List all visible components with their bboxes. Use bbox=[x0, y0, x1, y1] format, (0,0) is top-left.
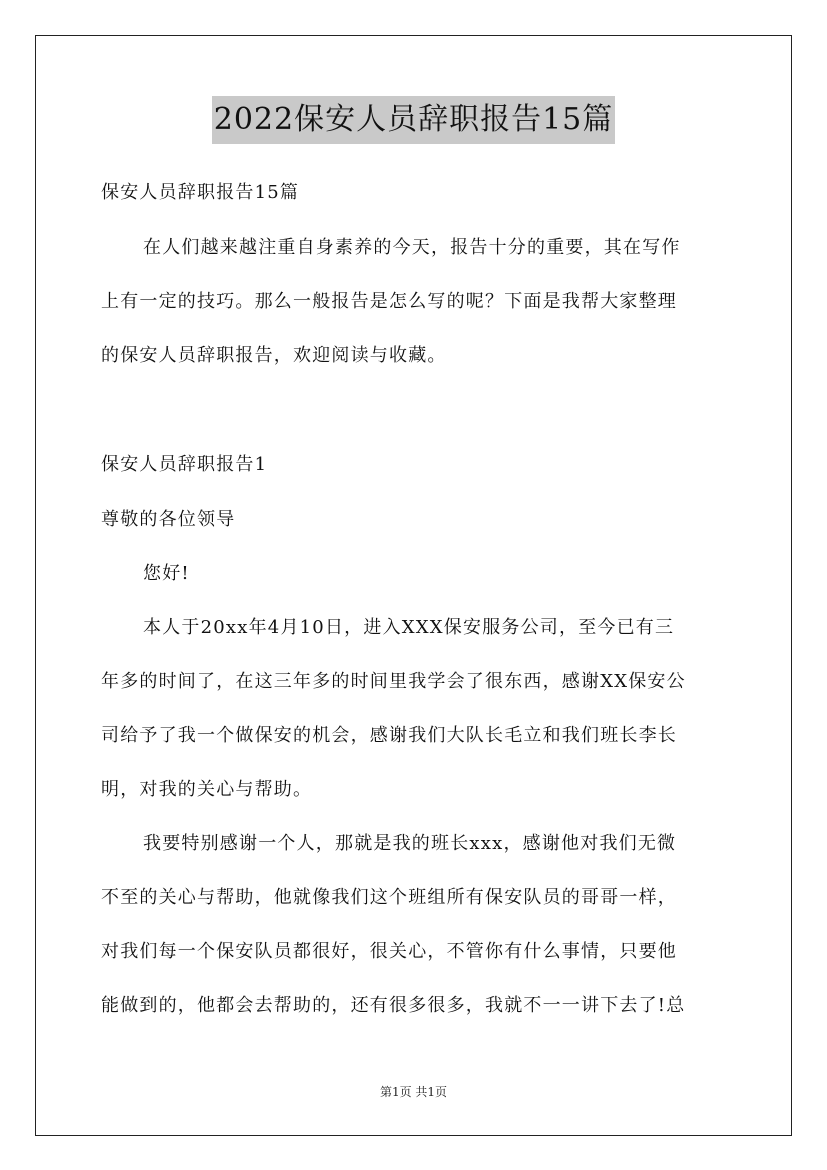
section-heading: 保安人员辞职报告1 bbox=[101, 454, 268, 475]
page-footer: 第1页 共1页 bbox=[379, 1085, 448, 1099]
document-title: 2022保安人员辞职报告15篇 bbox=[212, 96, 616, 144]
title-container bbox=[0, 96, 827, 144]
body-line: 能做到的，他都会去帮助的，还有很多很多，我就不一一讲下去了!总 bbox=[101, 995, 686, 1016]
body-line: 上有一定的技巧。那么一般报告是怎么写的呢？下面是我帮大家整理 bbox=[101, 291, 677, 312]
body-line: 在人们越来越注重自身素养的今天，报告十分的重要，其在写作 bbox=[143, 237, 681, 258]
body-line: 的保安人员辞职报告，欢迎阅读与收藏。 bbox=[101, 345, 447, 366]
body-line: 不至的关心与帮助，他就像我们这个班组所有保安队员的哥哥一样， bbox=[101, 887, 677, 908]
greeting-line: 您好! bbox=[143, 563, 190, 584]
body-line: 本人于20xx年4月10日，进入XXX保安服务公司，至今已有三 bbox=[143, 617, 675, 638]
body-line: 明，对我的关心与帮助。 bbox=[101, 779, 313, 800]
body-line: 对我们每一个保安队员都很好，很关心，不管你有什么事情，只要他 bbox=[101, 941, 677, 962]
salutation-line: 尊敬的各位领导 bbox=[101, 509, 236, 530]
body-line: 年多的时间了，在这三年多的时间里我学会了很东西，感谢XX保安公 bbox=[101, 671, 686, 692]
subtitle-line: 保安人员辞职报告15篇 bbox=[101, 182, 300, 203]
body-line: 司给予了我一个做保安的机会，感谢我们大队长毛立和我们班长李长 bbox=[101, 725, 677, 746]
body-line: 我要特别感谢一个人，那就是我的班长xxx，感谢他对我们无微 bbox=[143, 833, 677, 854]
